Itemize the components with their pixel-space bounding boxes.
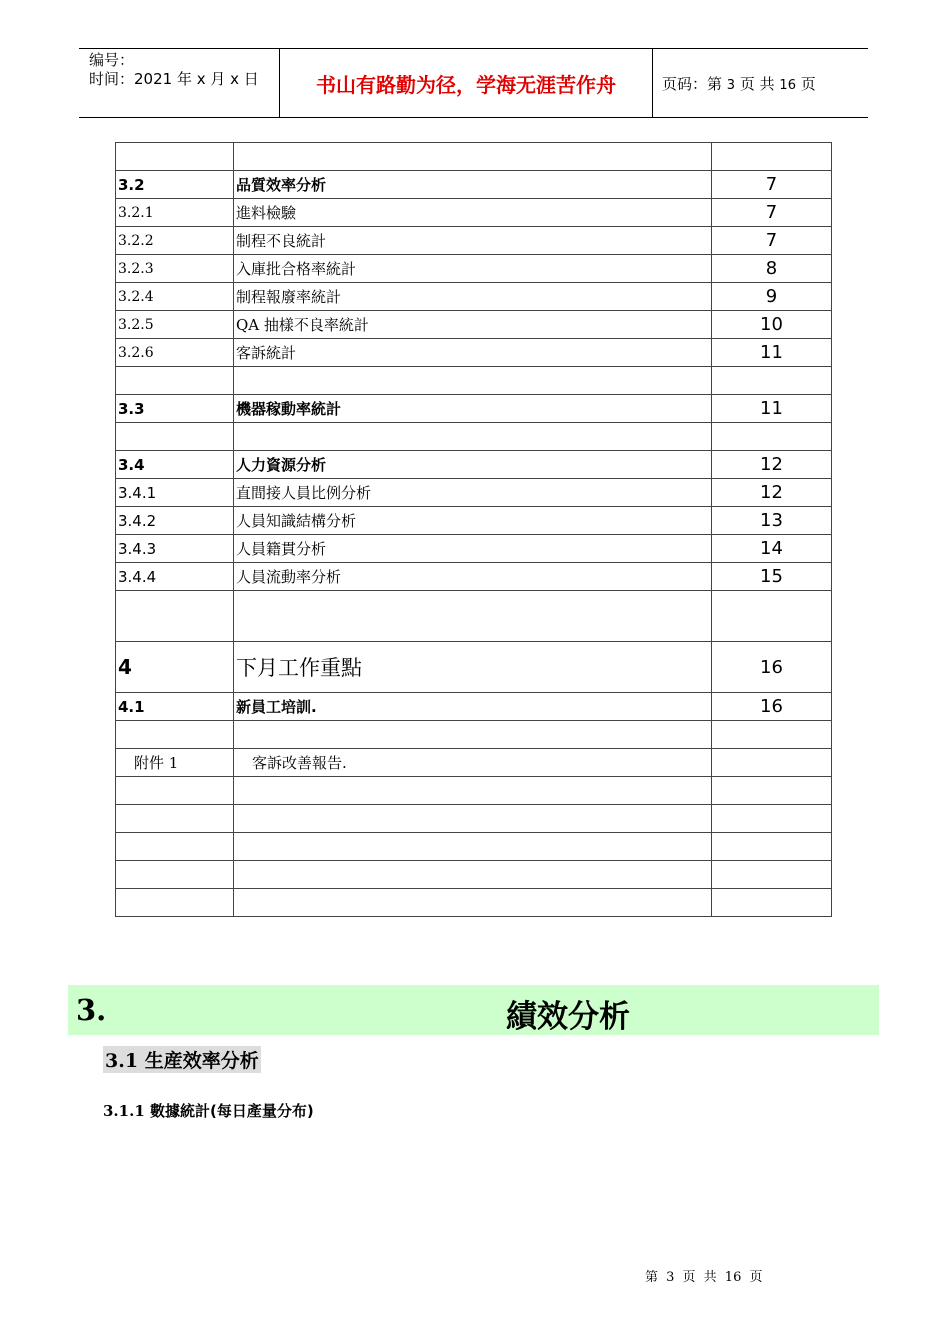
toc-title: 下月工作重點 xyxy=(234,642,712,693)
toc-page xyxy=(712,777,832,805)
header-motto: 书山有路勤为径，学海无涯苦作舟 xyxy=(316,73,616,97)
toc-num: 3.4.2 xyxy=(116,507,234,535)
toc-title xyxy=(234,721,712,749)
subsection-number: 3.1 xyxy=(105,1050,139,1072)
toc-row xyxy=(116,777,832,805)
toc-page xyxy=(712,423,832,451)
toc-num: 3.2 xyxy=(116,171,234,199)
header-divider xyxy=(652,49,653,117)
sub-subsection-number: 3.1.1 xyxy=(103,1102,145,1120)
toc-num: 4 xyxy=(116,642,234,693)
toc-title: 進料檢驗 xyxy=(234,199,712,227)
section-heading-band xyxy=(68,985,879,1035)
toc-page: 14 xyxy=(712,535,832,563)
time-label: 时间：2021 年 x 月 x 日 xyxy=(89,70,259,88)
toc-page xyxy=(712,367,832,395)
toc-num xyxy=(116,805,234,833)
toc-title: 客訴統計 xyxy=(234,339,712,367)
toc-row xyxy=(116,479,832,507)
toc-title: 機器稼動率統計 xyxy=(234,395,712,423)
toc-title xyxy=(234,833,712,861)
toc-row xyxy=(116,507,832,535)
toc-row xyxy=(116,311,832,339)
toc-num xyxy=(116,889,234,917)
toc-page xyxy=(712,591,832,642)
toc-title xyxy=(234,423,712,451)
toc-page: 11 xyxy=(712,395,832,423)
page-current: 3 xyxy=(726,78,736,93)
toc-row xyxy=(116,693,832,721)
toc-page: 7 xyxy=(712,171,832,199)
page-footer: 第 3 页 共 16 页 xyxy=(645,1270,763,1285)
toc-title: 新員工培訓. xyxy=(234,693,712,721)
toc-page: 15 xyxy=(712,563,832,591)
toc-num: 3.3 xyxy=(116,395,234,423)
toc-row xyxy=(116,535,832,563)
toc-page: 7 xyxy=(712,227,832,255)
toc-row xyxy=(116,423,832,451)
toc-page: 13 xyxy=(712,507,832,535)
toc-row xyxy=(116,199,832,227)
toc-page: 12 xyxy=(712,451,832,479)
toc-num: 3.2.5 xyxy=(116,311,234,339)
toc-title xyxy=(234,861,712,889)
toc-title: 人員流動率分析 xyxy=(234,563,712,591)
toc-page xyxy=(712,749,832,777)
toc-row xyxy=(116,591,832,642)
toc-page: 11 xyxy=(712,339,832,367)
toc-page xyxy=(712,143,832,171)
page-mid: 页 共 xyxy=(739,75,775,93)
sub-subsection-heading xyxy=(103,1100,314,1121)
toc-title xyxy=(234,805,712,833)
toc-page xyxy=(712,833,832,861)
toc-row xyxy=(116,749,832,777)
toc-row xyxy=(116,805,832,833)
section-title: 績效分析 xyxy=(506,999,630,1035)
toc-num: 4.1 xyxy=(116,693,234,721)
toc-title: QA 抽樣不良率統計 xyxy=(234,311,712,339)
toc-row xyxy=(116,283,832,311)
toc-row xyxy=(116,451,832,479)
toc-page xyxy=(712,805,832,833)
toc-num xyxy=(116,143,234,171)
sub-subsection-title: 數據統計(每日產量分布) xyxy=(150,1102,314,1120)
toc-title xyxy=(234,367,712,395)
toc-num: 3.4 xyxy=(116,451,234,479)
toc-row xyxy=(116,143,832,171)
toc-page: 7 xyxy=(712,199,832,227)
toc-row xyxy=(116,861,832,889)
toc-table xyxy=(115,142,832,917)
toc-row xyxy=(116,395,832,423)
toc-title: 人力資源分析 xyxy=(234,451,712,479)
page-prefix: 页码：第 xyxy=(662,75,723,93)
toc-row xyxy=(116,642,832,693)
toc-row xyxy=(116,171,832,199)
header-page-info xyxy=(662,73,816,94)
toc-title: 品質效率分析 xyxy=(234,171,712,199)
toc-title: 人員籍貫分析 xyxy=(234,535,712,563)
toc-num: 3.4.1 xyxy=(116,479,234,507)
toc-num: 3.4.3 xyxy=(116,535,234,563)
page-header xyxy=(79,48,868,118)
toc-num: 附件 1 xyxy=(116,749,234,777)
toc-page: 12 xyxy=(712,479,832,507)
toc-row xyxy=(116,721,832,749)
toc-title xyxy=(234,143,712,171)
toc-num xyxy=(116,423,234,451)
toc-title: 制程報廢率統計 xyxy=(234,283,712,311)
toc-num: 3.2.4 xyxy=(116,283,234,311)
toc-num xyxy=(116,777,234,805)
toc-page xyxy=(712,889,832,917)
page-total: 16 xyxy=(779,78,796,93)
toc-page: 9 xyxy=(712,283,832,311)
toc-page xyxy=(712,861,832,889)
toc-row xyxy=(116,367,832,395)
header-meta xyxy=(89,51,259,89)
toc-row xyxy=(116,339,832,367)
toc-page: 16 xyxy=(712,693,832,721)
toc-row xyxy=(116,227,832,255)
toc-num: 3.2.6 xyxy=(116,339,234,367)
toc-row xyxy=(116,255,832,283)
toc-num xyxy=(116,861,234,889)
toc-row xyxy=(116,889,832,917)
toc-row xyxy=(116,563,832,591)
toc-row xyxy=(116,833,832,861)
toc-title: 人員知識結構分析 xyxy=(234,507,712,535)
toc-page: 8 xyxy=(712,255,832,283)
toc-title: 制程不良統計 xyxy=(234,227,712,255)
toc-num: 3.2.2 xyxy=(116,227,234,255)
toc-num xyxy=(116,591,234,642)
toc-num: 3.2.3 xyxy=(116,255,234,283)
toc-title: 客訴改善報告. xyxy=(234,749,712,777)
subsection-heading xyxy=(103,1046,261,1073)
toc-title: 入庫批合格率統計 xyxy=(234,255,712,283)
toc-num xyxy=(116,367,234,395)
toc-title xyxy=(234,889,712,917)
toc-title xyxy=(234,591,712,642)
toc-page: 16 xyxy=(712,642,832,693)
section-number: 3. xyxy=(76,993,107,1027)
number-label: 编号： xyxy=(89,51,135,69)
toc-page: 10 xyxy=(712,311,832,339)
page-suffix: 页 xyxy=(800,75,816,93)
toc-title xyxy=(234,777,712,805)
toc-page xyxy=(712,721,832,749)
subsection-title: 生産效率分析 xyxy=(144,1050,259,1072)
toc-num: 3.2.1 xyxy=(116,199,234,227)
toc-num xyxy=(116,721,234,749)
toc-num: 3.4.4 xyxy=(116,563,234,591)
toc-num xyxy=(116,833,234,861)
toc-title: 直間接人員比例分析 xyxy=(234,479,712,507)
